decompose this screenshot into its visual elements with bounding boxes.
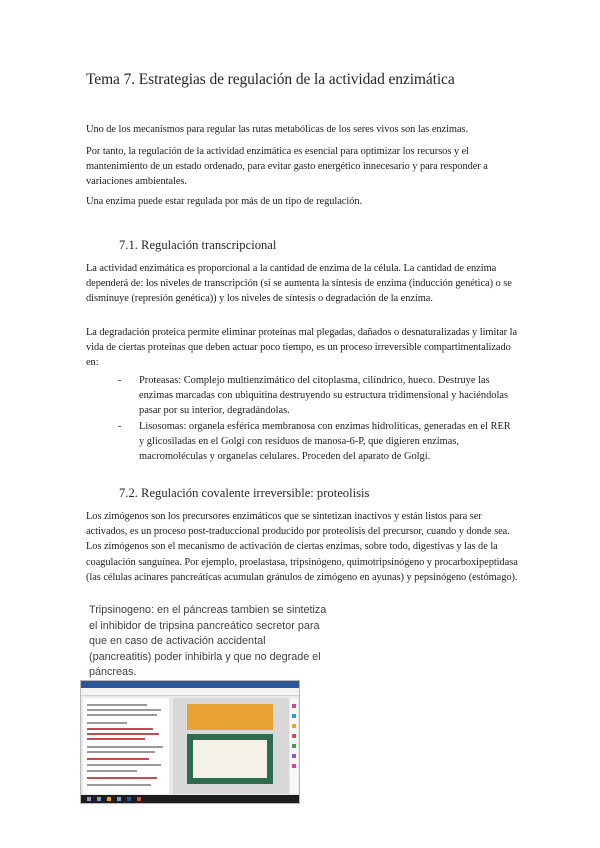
screenshot-ribbon (81, 688, 299, 696)
screenshot-slide-green (187, 734, 273, 784)
list-bullet: - (118, 420, 122, 432)
handwritten-note: Tripsinogeno: en el páncreas tambien se sintetiza el inhibidor de tripsina pancreático secretor para que en caso de activación accidental (pancreatitis) poder inhibirla y que no degrade el páncreas. (89, 604, 327, 679)
embedded-screenshot (80, 680, 300, 804)
screenshot-titlebar (81, 681, 299, 688)
section1-paragraph-1: La actividad enzimática es proporcional a la cantidad de enzima de la célula. La cantidad de enzima dependerá de: los niveles de transcripción (si se aumenta la síntesis de enzima (inducción genética) o se disminuye (represión genética)) y los niveles de síntesis o degradación de la enzima. (86, 263, 512, 305)
degradation-list (118, 373, 518, 464)
section-heading-proteolisis: 7.2. Regulación covalente irreversible: proteolisis (119, 486, 370, 500)
screenshot-document-pane (83, 698, 169, 794)
intro-paragraph-3: Una enzima puede estar regulada por más de un tipo de regulación. (86, 196, 363, 207)
intro-paragraph-2: Por tanto, la regulación de la actividad enzimática es esencial para optimizar los recursos y el mantenimiento de un estado ordenado, para evitar gasto energético innecesario y para responder a variaciones ambientales. (86, 146, 488, 188)
screenshot-side-toolbar (290, 698, 298, 794)
list-item-text: Lisosomas: organela esférica membranosa con enzimas hidrolíticas, generadas en el RER y glicosiladas en el Golgi con residuos de manosa-6-P, que digieren enzimas, macromoléculas y organelas celulares. Proceden del aparato de Golgi. (139, 420, 511, 463)
screenshot-taskbar (81, 795, 299, 803)
screenshot-slide-pane (173, 698, 289, 794)
screenshot-slide-orange (187, 704, 273, 730)
section-heading-transcriptional: 7.1. Regulación transcripcional (119, 238, 277, 252)
list-item-lisosomas (118, 419, 518, 465)
section2-paragraph: Los zimógenos son los precursores enzimáticos que se sintetizan inactivos y están listos para ser activados, es un proceso post-traduccional producido por proteolisis del precursor, cuando y donde sea. Los zimógenos son el mecanismo de activación de ciertas enzimas, sobre todo, digestivas y las de la coagulación sanguínea. Por ejemplo, proelastasa, tripsinógeno, quimotripsinógeno y procarboxipeptidasa (las células acinares pancreáticas acumulan gránulos de zimógeno en ayunas) y pepsinógeno (estómago). (86, 511, 518, 583)
page-title: Tema 7. Estrategias de regulación de la actividad enzimática (86, 71, 455, 88)
list-item-proteasas (118, 373, 518, 419)
list-item-text: Proteasas: Complejo multienzimático del citoplasma, cilíndrico, hueco. Destruye las enzimas marcadas con ubiquitina destruyendo su estructura tridimensional y haciéndolas pasar por su interior, degradándolas. (139, 375, 509, 417)
section1-paragraph-2: La degradación proteica permite eliminar proteínas mal plegadas, dañados o desnaturalizadas y limitar la vida de ciertas proteínas que deben actuar poco tiempo, es un proceso irreversible compartimentalizado en: (86, 327, 518, 369)
list-bullet: - (118, 375, 122, 386)
intro-paragraph-1: Uno de los mecanismos para regular las rutas metabólicas de los seres vivos son las enzimas. (86, 124, 469, 135)
